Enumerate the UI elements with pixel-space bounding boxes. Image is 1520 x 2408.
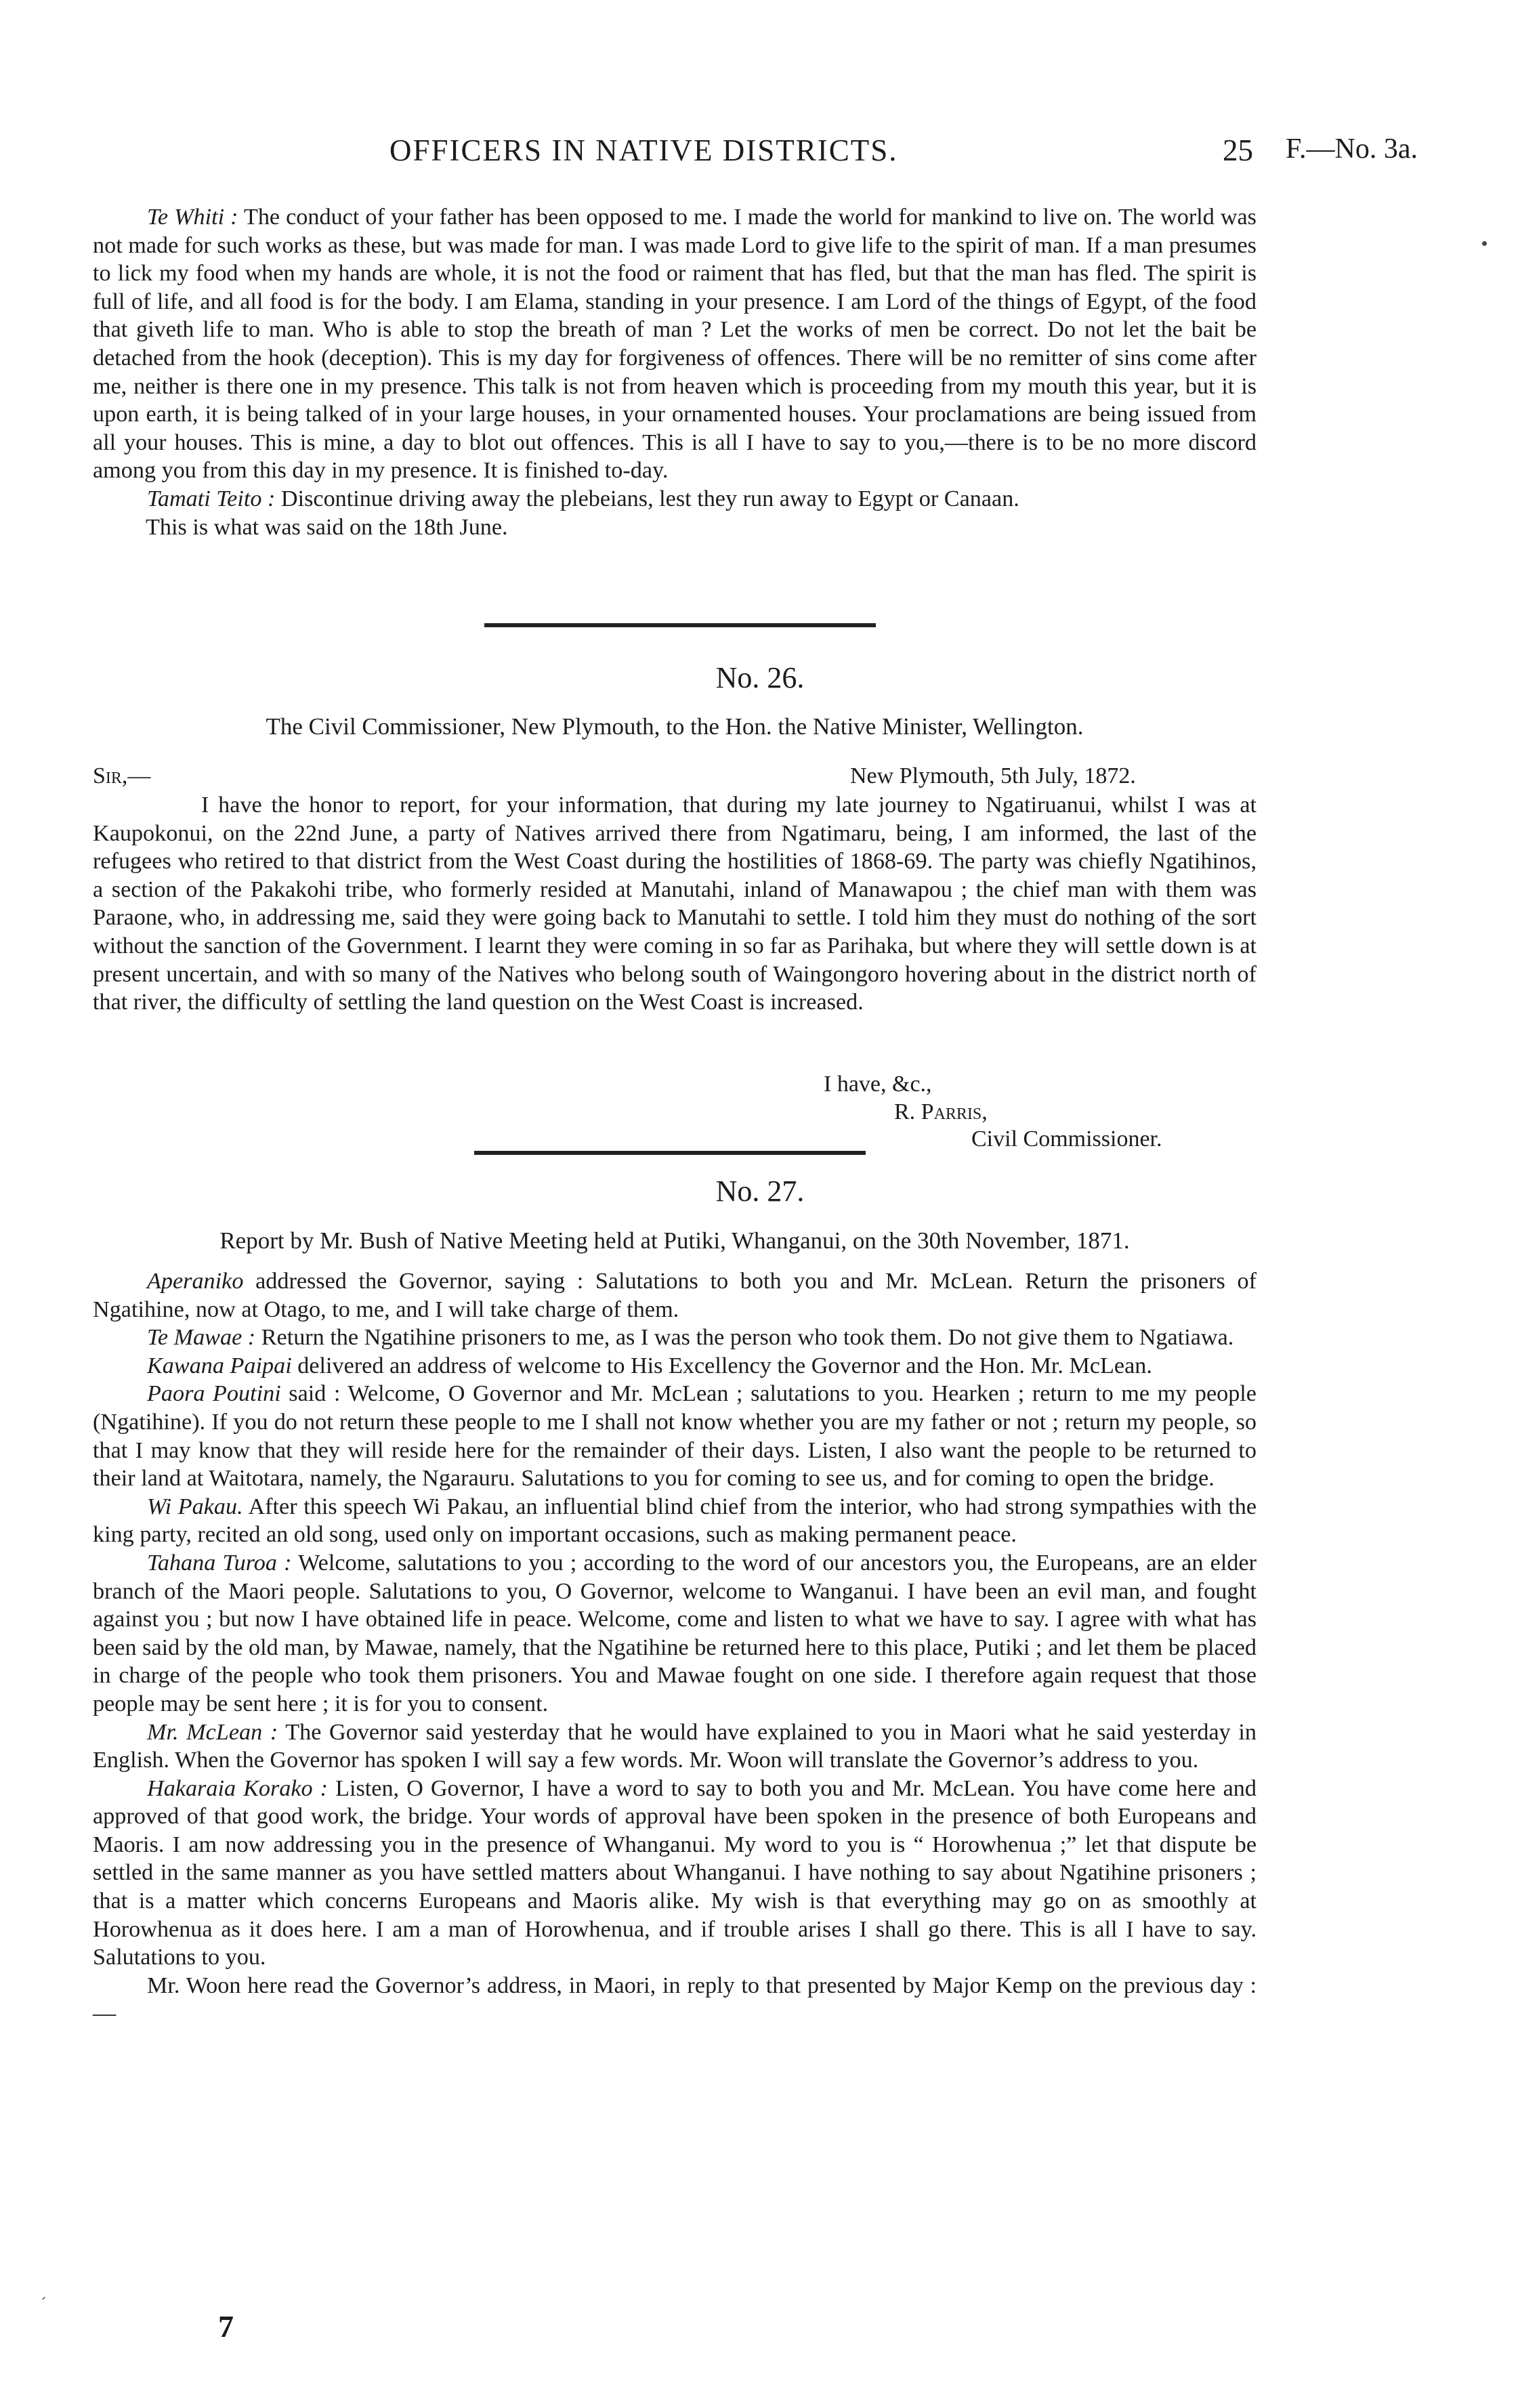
paragraph	[93, 513, 1257, 542]
heading-text: The Civil Commissioner, New Plymouth, to the Hon. the Native Minister, Wellington.	[266, 713, 1084, 740]
signature: R. Parris,	[894, 1099, 988, 1124]
paragraph-text: said : Welcome, O Governor and Mr. McLean ; salutations to you. Hearken ; return to me my people (Ngatihine). If you do not return these people to me I shall not know whether you are my father or not ; return my people, so that I may know that they will reside here for the remainder of their days. Listen, I also want the people to be returned to their land at Waitotara, namely, the Ngarauru. Salutations to you for coming to see us, and for coming to open the bridge.	[93, 1381, 1257, 1492]
paragraph	[93, 1718, 1257, 1775]
running-title: OFFICERS IN NATIVE DISTRICTS.	[389, 133, 898, 167]
paragraph-text: Listen, O Governor, I have a word to say to both you and Mr. McLean. You have come here and approved of that good work, the bridge. Your words of approval have been spoken in the presence of both Europeans and Maoris. I am now addressing you in the presence of Whanganui. My word to you is “ Horowhenua ;” let that dispute be settled in the same manner as you have settled matters about Whanganui. I have nothing to say about Ngatihine prisoners ; that is a matter which concerns Europeans and Maoris alike. My wish is that everything may go on as smoothly at Horowhenua as it does here. I am a man of Horowhenua, and if trouble arises I shall go there. This is all I have to say. Salutations to you.	[93, 1775, 1257, 1970]
paragraph-text: The conduct of your father has been opposed to me. I made the world for mankind to live on. The world was not made for such works as these, but was made for man. I was made Lord to give life to the spirit of man. If a man presumes to lick my food when my hands are whole, it is not the food or raiment that has fled, but that the man has fled. The spirit is full of life, and all food is for the body. I am Elama, standing in your presence. I am Lord of the things of Egypt, of the food that giveth life to man. Who is able to stop the breath of man ? Let the works of men be correct. Do not let the bait be detached from the hook (deception). This is my day for forgiveness of offences. There will be no remitter of sins come after me, neither is there one in my presence. This talk is not from heaven which is proceeding from my mouth this year, but it is upon earth, it is being talked of in your large houses, in your ornamented houses. Your proclamations are being issued from all your houses. This is mine, a day to blot out offences. This is all I have to say to you,—there is to be no more discord among you from this day in my presence. It is finished to-day.	[93, 205, 1257, 484]
paragraph-text: Welcome, salutations to you ; according to the word of our ancestors you, the Europeans, are an elder branch of the Maori people. Salutations to you, O Governor, welcome to Wanganui. I have been an evil man, and fought against you ; but now I have obtained life in peace. Welcome, come and listen to what we have to say. I agree with what has been said by the old man, by Mawae, namely, that the Ngatihine be returned here to this place, Putiki ; and let them be placed in charge of the people who took them prisoners. You and Mawae fought on one side. I therefore again request that those people may be sent here ; it is for you to consent.	[93, 1550, 1257, 1716]
paragraph	[93, 791, 1257, 1017]
paragraph-text: Discontinue driving away the plebeians, lest they run away to Egypt or Canaan.	[275, 486, 1019, 511]
speaker-name: Paora Poutini	[147, 1381, 281, 1407]
speaker-name: Te Mawae :	[147, 1325, 256, 1351]
place-date: New Plymouth, 5th July, 1872.	[850, 763, 1136, 788]
page-number: 25	[1223, 133, 1253, 167]
paragraph	[93, 1775, 1257, 1972]
paragraph-text: Mr. Woon here read the Governor’s address, in Maori, in reply to that presented by Major Kemp on the previous day :—	[93, 1972, 1257, 2027]
salutation: Sir,—	[93, 763, 151, 788]
letter-body	[93, 791, 1257, 1017]
section-rule	[474, 1151, 866, 1155]
paragraph-text: I have the honor to report, for your information, that during my late journey to Ngatiruanui, whilst I was at Kaupokonui, on the 22nd June, a party of Natives arrived there from Ngatimaru, being, I am informed, the last of the refugees who retired to that district from the West Coast during the hostilities of 1868-69. The party was chiefly Ngatihinos, a section of the Pakakohi tribe, who formerly resided at Manutahi, inland of Manawapou ; the chief man with them was Paraone, who, in addressing me, said they were going back to Manutahi to settle. I told him they must do nothing of the sort without the sanction of the Government. I learnt they were coming in so far as Parihaka, but where they will settle down is at present uncertain, and with so many of the Natives who belong south of Waingongoro hovering about in the district north of that river, the difficulty of settling the land question on the West Coast is increased.	[93, 793, 1257, 1015]
section-rule	[484, 623, 876, 627]
paragraph	[93, 1549, 1257, 1718]
paragraph-text: This is what was said on the 18th June.	[146, 514, 508, 540]
report-body	[93, 1267, 1257, 2028]
paragraph	[93, 1380, 1257, 1492]
speaker-name: Tamati Teito :	[147, 486, 276, 511]
document-heading	[93, 713, 1257, 740]
speaker-name: Hakaraia Korako :	[147, 1775, 329, 1801]
heading-text: Report by Mr. Bush of Native Meeting held at Putiki, Whanganui, on the 30th November, 1871.	[219, 1227, 1130, 1254]
speaker-name: Aperaniko	[147, 1269, 244, 1294]
margin-dot	[1482, 241, 1487, 246]
speaker-name: Kawana Paipai	[147, 1353, 292, 1378]
document-heading	[93, 1227, 1257, 1254]
paragraph	[93, 1493, 1257, 1549]
document-number: No. 26.	[715, 661, 805, 694]
speaker-name: Te Whiti :	[147, 205, 238, 230]
document-number: No. 27.	[715, 1175, 805, 1208]
speaker-name: Mr. McLean :	[147, 1719, 278, 1745]
paragraph	[93, 1324, 1257, 1352]
closing: I have, &c.,	[824, 1072, 932, 1097]
paragraph-text: delivered an address of welcome to His Excellency the Governor and the Hon. Mr. McLean.	[291, 1353, 1152, 1378]
paragraph	[93, 1352, 1257, 1380]
speaker-name: Wi Pakau.	[147, 1494, 243, 1519]
signatory-title: Civil Commissioner.	[971, 1126, 1162, 1152]
paragraph-text: The Governor said yesterday that he would have explained to you in Maori what he said yesterday in English. When the Governor has spoken I will say a few words. Mr. Woon will translate the Governor’s address to you.	[93, 1719, 1257, 1773]
paragraph	[93, 485, 1257, 513]
paragraph	[93, 1267, 1257, 1324]
paragraph-text: After this speech Wi Pakau, an influential blind chief from the interior, who had strong sympathies with the king party, recited an old song, used only on important occasions, such as making permanent peace.	[93, 1494, 1257, 1548]
margin-speck	[42, 2297, 45, 2300]
page-header	[0, 133, 1520, 173]
paragraph-text: addressed the Governor, saying : Salutations to both you and Mr. McLean. Return the prisoners of Ngatihine, now at Otago, to me, and I will take charge of them.	[93, 1269, 1257, 1322]
paragraph	[93, 203, 1257, 485]
document-reference: F.—No. 3a.	[1286, 133, 1418, 165]
paragraph-text: Return the Ngatihine prisoners to me, as I was the person who took them. Do not give them to Ngatiawa.	[255, 1325, 1234, 1351]
signature-mark: 7	[218, 2309, 234, 2344]
continuation-section	[93, 203, 1257, 541]
paragraph	[93, 1972, 1257, 2028]
speaker-name: Tahana Turoa :	[147, 1550, 292, 1576]
